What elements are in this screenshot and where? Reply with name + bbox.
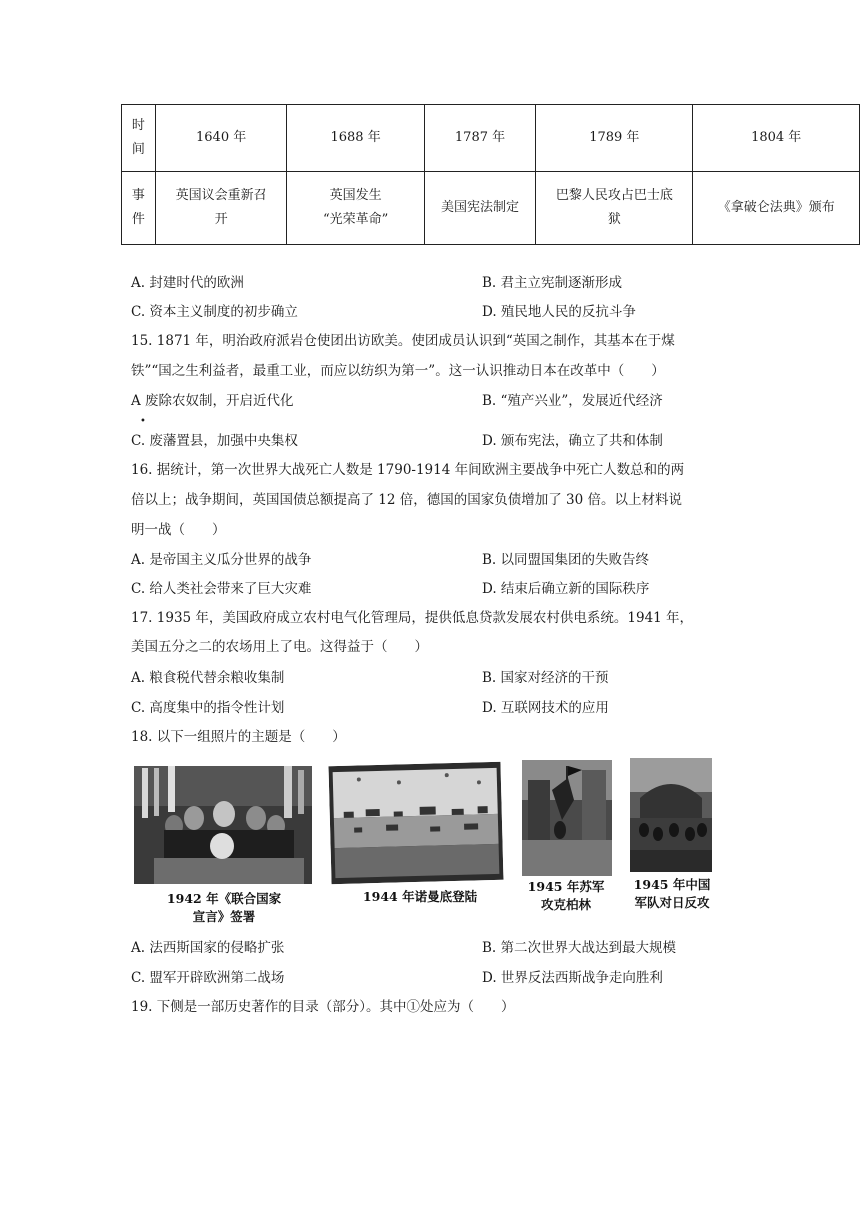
q15-option-c: C. 废藩置县，加强中央集权 [131, 433, 298, 449]
q14-option-b: B. 君主立宪制逐渐形成 [482, 275, 623, 291]
q15-option-a: A 废除农奴制，开启近代化 [131, 393, 294, 409]
q19-stem: 19. 下侧是一部历史著作的目录（部分）。其中①处应为（ ） [131, 999, 515, 1015]
q15-option-b: B. “殖产兴业”，发展近代经济 [482, 393, 663, 409]
table-cell-event: 英国发生 “光荣革命” [287, 172, 424, 245]
timeline-table [121, 104, 860, 245]
q14-option-a: A. 封建时代的欧洲 [131, 275, 244, 291]
q15-stem-line-1: 15. 1871 年，明治政府派岩仓使团出访欧美。使团成员认识到“英国之制作，其基本在于煤 [131, 333, 675, 349]
table-cell-event: 英国议会重新召 开 [155, 172, 287, 245]
q17-option-c: C. 高度集中的指令性计划 [131, 700, 285, 716]
q16-option-a: A. 是帝国主义瓜分世界的战争 [131, 552, 312, 568]
stray-dot-mark: • [140, 416, 146, 427]
photo-caption: 1945 年中国 军队对日反攻 [633, 877, 711, 910]
photo-berlin-capture [522, 760, 612, 876]
photo-caption: 1942 年《联合国家 宣言》签署 [166, 891, 282, 924]
q15-stem-line-2: 铁”“国之生利益者，最重工业，而应以纺织为第一”。这一认识推动日本在改革中（ ） [131, 363, 665, 379]
photo-declaration-signing [134, 766, 312, 884]
table-cell-year: 1804 年 [693, 105, 860, 172]
q18-option-c: C. 盟军开辟欧洲第二战场 [131, 970, 285, 986]
q16-stem-line-2: 倍以上；战争期间，英国国债总额提高了 12 倍，德国的国家负债增加了 30 倍。以上材料说 [131, 492, 683, 508]
header-label-time: 时 间 [122, 105, 156, 172]
q15-option-d: D. 颁布宪法，确立了共和体制 [482, 433, 663, 449]
q16-option-c: C. 给人类社会带来了巨大灾难 [131, 581, 312, 597]
q14-option-c: C. 资本主义制度的初步确立 [131, 304, 298, 320]
photo-caption: 1945 年苏军 攻克柏林 [527, 879, 605, 912]
photo-normandy-landing [328, 762, 503, 884]
q16-option-b: B. 以同盟国集团的失败告终 [482, 552, 650, 568]
q14-option-d: D. 殖民地人民的反抗斗争 [482, 304, 636, 320]
table-row-years [122, 105, 860, 172]
q16-stem-line-1: 16. 据统计，第一次世界大战死亡人数是 1790-1914 年间欧洲主要战争中死亡人数总和的两 [131, 462, 685, 478]
table-cell-year: 1789 年 [536, 105, 693, 172]
q17-option-a: A. 粮食税代替余粮收集制 [131, 670, 285, 686]
photo-chinese-counteroffensive [630, 758, 712, 872]
timeline-table-wrap [0, 0, 860, 260]
q18-stem: 18. 以下一组照片的主题是（ ） [131, 729, 346, 745]
table-cell-year: 1640 年 [155, 105, 287, 172]
table-cell-year: 1787 年 [424, 105, 536, 172]
q18-option-a: A. 法西斯国家的侵略扩张 [131, 940, 285, 956]
q17-option-d: D. 互联网技术的应用 [482, 700, 609, 716]
photo-caption: 1944 年诺曼底登陆 [362, 889, 478, 904]
q17-option-b: B. 国家对经济的干预 [482, 670, 609, 686]
q18-option-b: B. 第二次世界大战达到最大规模 [482, 940, 677, 956]
table-cell-event: 巴黎人民攻占巴士底 狱 [536, 172, 693, 245]
table-row-events [122, 172, 860, 245]
q16-option-d: D. 结束后确立新的国际秩序 [482, 581, 650, 597]
table-cell-event: 《拿破仑法典》颁布 [693, 172, 860, 245]
q17-stem-line-1: 17. 1935 年，美国政府成立农村电气化管理局，提供低息贷款发展农村供电系统。1941 年， [131, 610, 694, 626]
q17-stem-line-2: 美国五分之二的农场用上了电。这得益于（ ） [131, 639, 428, 655]
table-cell-event: 美国宪法制定 [424, 172, 536, 245]
table-cell-year: 1688 年 [287, 105, 424, 172]
q16-stem-line-3: 明一战（ ） [131, 522, 226, 538]
q18-option-d: D. 世界反法西斯战争走向胜利 [482, 970, 663, 986]
header-label-event: 事 件 [122, 172, 156, 245]
